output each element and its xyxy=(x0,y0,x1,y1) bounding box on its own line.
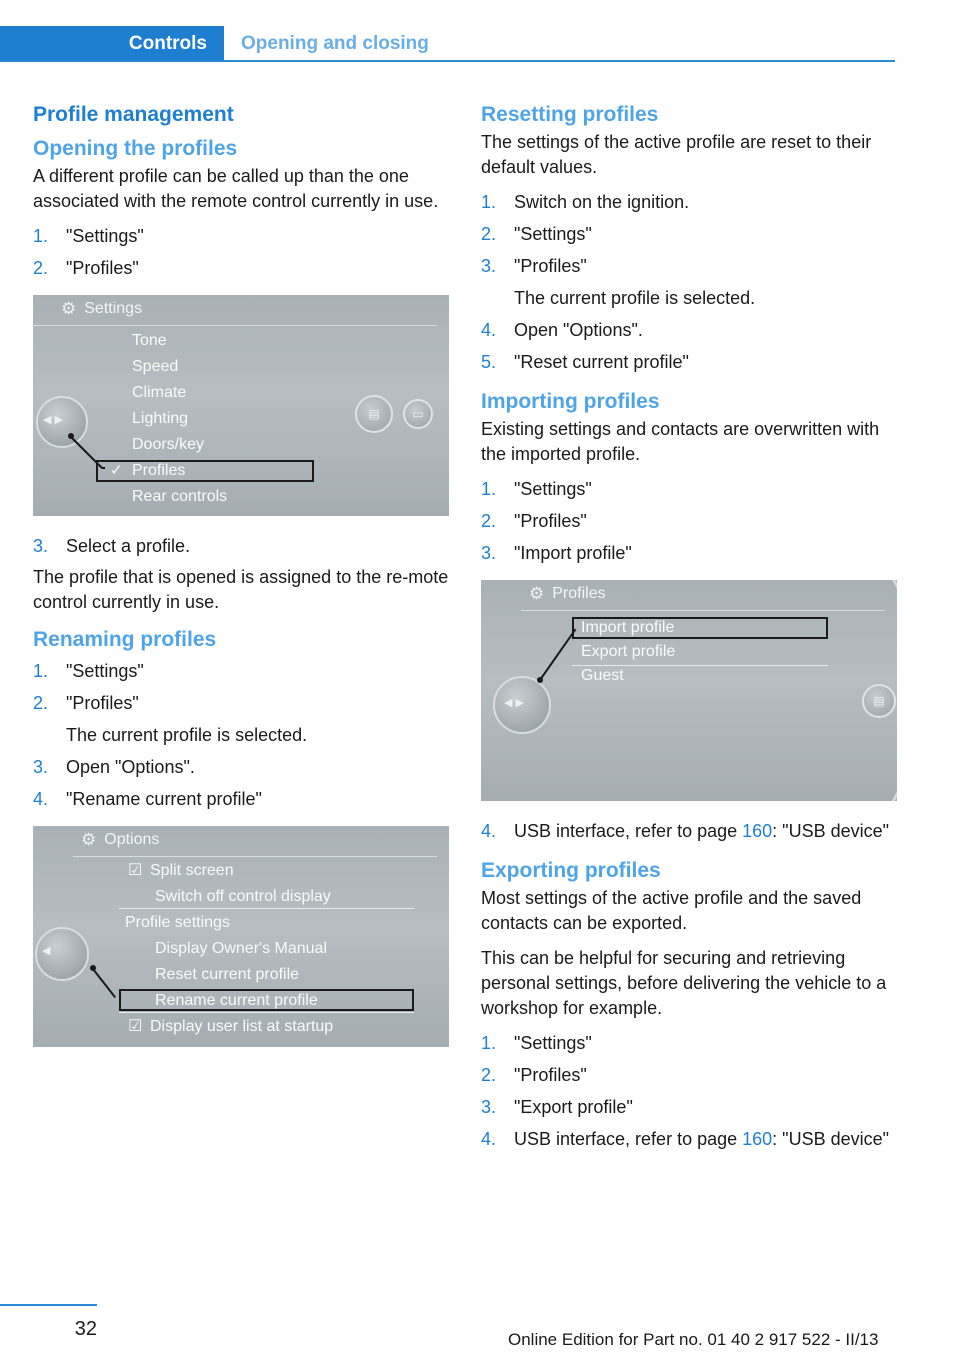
settings-menu-screenshot xyxy=(33,295,449,516)
list-item: 4. USB interface, refer to page 160: "USB device" xyxy=(481,1129,889,1149)
checkbox-icon: ☑ xyxy=(128,862,143,879)
left-column xyxy=(33,100,449,1065)
gear-icon: ⚙ xyxy=(61,299,77,318)
exporting-steps xyxy=(481,1031,897,1152)
list-item: 3. "Export profile" xyxy=(481,1097,633,1117)
resetting-steps xyxy=(481,190,897,375)
menu-item-climate: Climate xyxy=(132,384,187,401)
menu-item-speed: Speed xyxy=(132,358,179,375)
list-item: 1. "Settings" xyxy=(481,479,592,499)
gear-icon: ⚙ xyxy=(529,584,545,603)
menu-item-split-screen: ☑ Split screen xyxy=(128,858,333,884)
list-item: 3. "Profiles" The current profile is selected. xyxy=(481,256,756,308)
heading-exporting-profiles: Exporting profiles xyxy=(481,859,661,882)
resetting-intro: The settings of the active profile are reset to their default values. xyxy=(481,132,872,177)
list-item: 1. Switch on the ignition. xyxy=(481,192,690,212)
menu-item-export-profile: Export profile xyxy=(581,643,676,660)
list-item: 4. Open "Options". xyxy=(481,320,643,340)
checkbox-icon: ☑ xyxy=(128,1018,143,1035)
menu-item-import-profile: Import profile xyxy=(581,619,675,636)
opening-steps-continued xyxy=(33,534,449,559)
page-link[interactable]: 160 xyxy=(742,821,773,841)
arrow-left-icon: ◀ xyxy=(42,945,51,957)
importing-intro: Existing settings and contacts are overwritten with the imported profile. xyxy=(481,419,880,464)
importing-steps xyxy=(481,477,897,566)
divider xyxy=(119,908,414,909)
pointer-line xyxy=(70,436,103,469)
opening-note: The profile that is opened is assigned to the re‐mote control currently in use. xyxy=(33,567,449,612)
heading-renaming-profiles: Renaming profiles xyxy=(33,628,217,651)
list-item: 1. "Settings" xyxy=(33,226,144,246)
option-button-icon: ▤ xyxy=(355,395,393,433)
screen-title: ⚙ Profiles xyxy=(529,584,606,603)
screen-arc xyxy=(33,826,93,1047)
page-link[interactable]: 160 xyxy=(742,1129,773,1149)
list-item: 5. "Reset current profile" xyxy=(481,352,689,372)
selection-highlight xyxy=(119,989,414,1011)
header-rule xyxy=(0,60,895,62)
footer-rule xyxy=(0,1304,97,1306)
profiles-menu-screenshot xyxy=(481,580,897,801)
selection-highlight xyxy=(96,460,314,482)
renaming-steps xyxy=(33,659,449,812)
divider xyxy=(73,856,437,857)
arrows-icon: ◀ ▶ xyxy=(504,697,524,709)
pointer-line xyxy=(92,968,116,998)
list-item: 4. "Rename current profile" xyxy=(33,789,262,809)
option-button-icon: ▤ xyxy=(862,684,896,718)
screen-title: ⚙ Settings xyxy=(61,299,143,318)
menu-item-guest: Guest xyxy=(581,667,624,684)
list-item: 2. "Profiles" xyxy=(33,258,139,278)
check-icon: ✓ xyxy=(110,462,123,479)
list-item: 3. "Import profile" xyxy=(481,543,632,563)
heading-resetting-profiles: Resetting profiles xyxy=(481,103,659,126)
tab-opening-and-closing[interactable]: Opening and closing xyxy=(241,33,429,54)
list-item: 3. Select a profile. xyxy=(33,536,191,556)
pointer-line xyxy=(539,629,576,681)
right-column xyxy=(481,100,897,1164)
settings-menu-list xyxy=(132,328,227,510)
options-menu-screenshot xyxy=(33,826,449,1047)
screen-title: ⚙ Options xyxy=(81,830,160,849)
section-title: Profile management xyxy=(33,103,234,126)
edition-note: Online Edition for Part no. 01 40 2 917 522 - II/13 xyxy=(508,1330,879,1349)
menu-item-reset-current-profile: Reset current profile xyxy=(155,966,300,983)
list-item: 2. "Settings" xyxy=(481,224,592,244)
importing-steps-continued xyxy=(481,819,897,844)
menu-item-tone: Tone xyxy=(132,332,167,349)
page-number: 32 xyxy=(74,1318,97,1340)
list-item: 1. "Settings" xyxy=(481,1033,592,1053)
menu-item-doors-key: Doors/key xyxy=(132,436,205,453)
chapter-header xyxy=(0,26,895,62)
exporting-intro-2: This can be helpful for securing and retrieving personal settings, before delivering the vehicle to a workshop for example. xyxy=(481,948,887,1018)
heading-importing-profiles: Importing profiles xyxy=(481,390,660,413)
list-item: 3. Open "Options". xyxy=(33,757,195,777)
menu-item-profiles: Profiles xyxy=(132,462,186,479)
list-item: 4. USB interface, refer to page 160: "USB device" xyxy=(481,821,889,841)
arrows-icon: ◀ ▶ xyxy=(43,414,63,426)
opening-intro: A different profile can be called up than the one associated with the remote control currently in use. xyxy=(33,166,439,211)
menu-item-rear-controls: Rear controls xyxy=(132,488,228,505)
menu-item-switch-off-display: Switch off control display xyxy=(155,888,331,905)
list-item: 2. "Profiles" xyxy=(481,1065,587,1085)
menu-item-lighting: Lighting xyxy=(132,410,189,427)
menu-item-display-owners-manual: Display Owner's Manual xyxy=(155,940,328,957)
menu-item-profile-settings: Profile settings xyxy=(125,914,230,931)
divider xyxy=(119,1012,414,1013)
opening-steps xyxy=(33,224,449,281)
tab-controls[interactable]: Controls xyxy=(0,26,224,62)
list-item: 2. "Profiles" xyxy=(481,511,587,531)
pointer-line xyxy=(102,467,105,469)
list-item: 2. "Profiles" The current profile is selected. xyxy=(33,693,308,745)
list-item: 1. "Settings" xyxy=(33,661,144,681)
side-button-icon: ▭ xyxy=(403,399,433,429)
menu-item-display-user-list: ☑ Display user list at startup xyxy=(128,1014,333,1040)
heading-opening-profiles: Opening the profiles xyxy=(33,137,238,160)
exporting-intro: Most settings of the active profile and the saved contacts can be exported. xyxy=(481,888,862,933)
menu-item-rename-current-profile: Rename current profile xyxy=(155,992,318,1009)
gear-icon: ⚙ xyxy=(81,830,97,849)
